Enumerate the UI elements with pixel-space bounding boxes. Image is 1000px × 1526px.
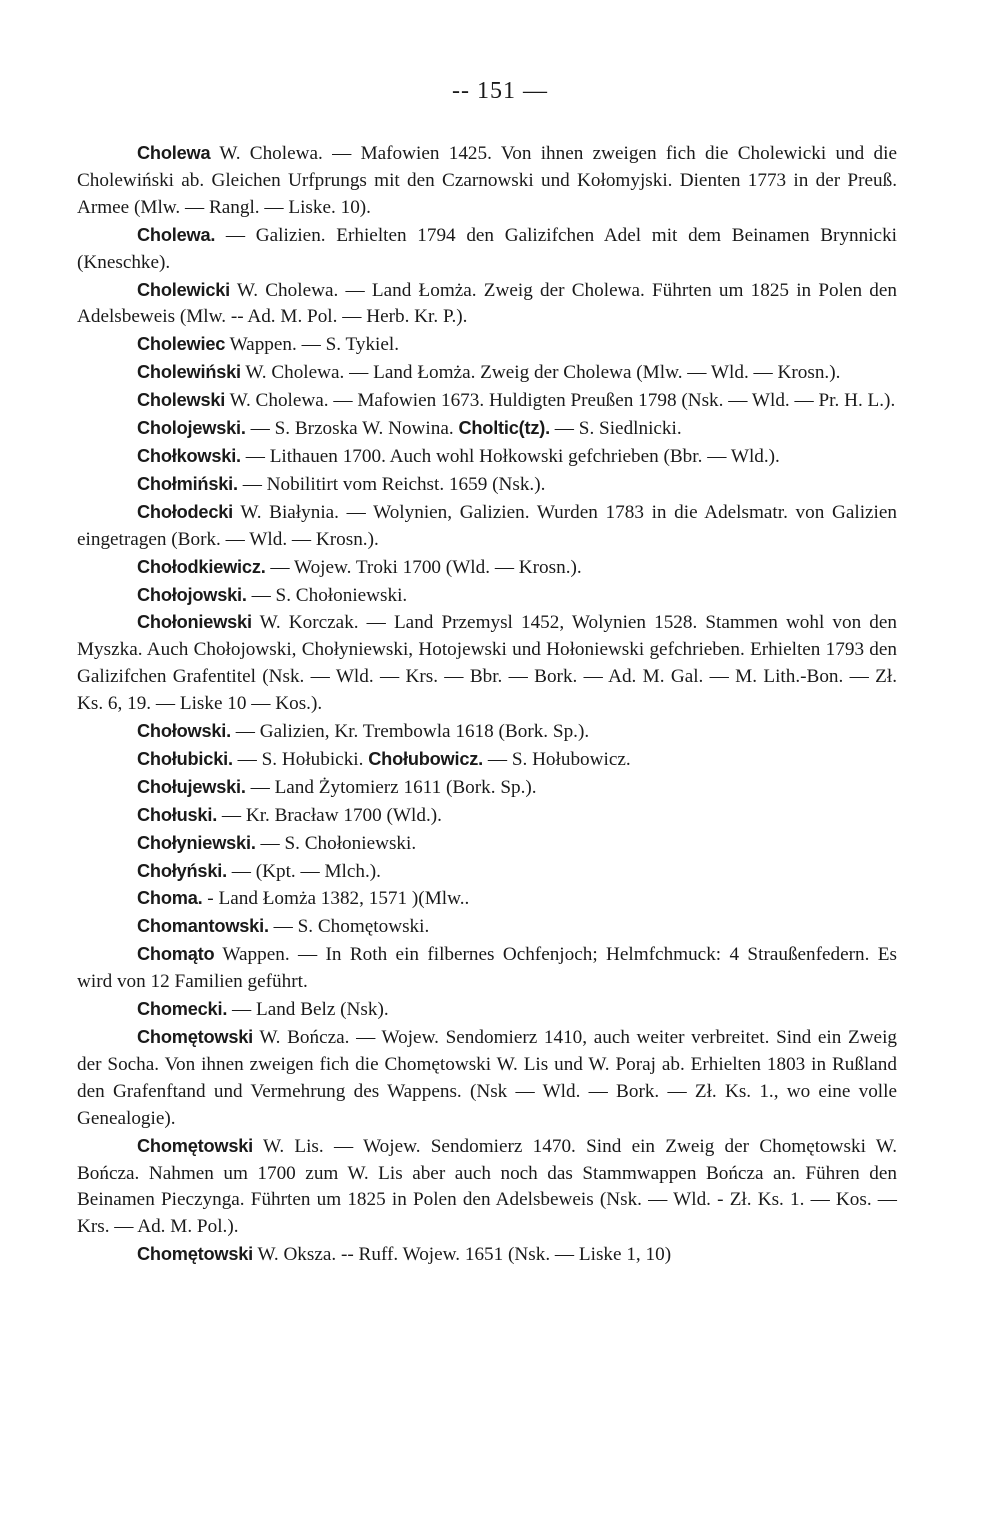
entry [77, 1133, 897, 1242]
entry-text: W. Białynia. — Wolynien, Galizien. Wurden 1783 in die Adelsmatr. von Galizien eingetragen (Bork. — Wld. — Krosn.). [77, 501, 897, 550]
entry-headword: Chomąto [137, 944, 215, 965]
entry-headword: Chomętowski [137, 1135, 254, 1156]
entry-headword: Choma. [137, 888, 203, 909]
entry [77, 140, 897, 222]
entry-text: — S. Brzoska W. Nowina. [245, 418, 459, 440]
entry-text: W. Oksza. -- Ruff. Wojew. 1651 (Nsk. — Liske 1, 10) [253, 1244, 672, 1266]
entry-text: — Galizien, Kr. Trembowla 1618 (Bork. Sp.). [231, 721, 590, 743]
entry-headword: Cholewiec [137, 334, 226, 355]
entry-text: — S. Chomętowski. [268, 916, 430, 938]
entry [77, 996, 897, 1024]
entry [77, 222, 897, 277]
entry-headword: Chołkowski. [137, 445, 241, 466]
entry-text: — Galizien. Erhielten 1794 den Galizifchen Adel mit dem Beinamen Brynnicki (Kneschke). [77, 224, 897, 273]
entry-text: — Lithauen 1700. Auch wohl Hołkowski gefchrieben (Bbr. — Wld.). [240, 445, 780, 467]
entry-headword: Chołyński. [137, 860, 227, 881]
entry-text: W. Cholewa. — Land Łomża. Zweig der Cholewa. Führten um 1825 in Polen den Adelsbeweis (Mlw. -- Ad. M. Pol. — Herb. Kr. P.). [77, 279, 897, 328]
entry [77, 359, 897, 387]
entry [77, 387, 897, 415]
entry-text: Wappen. — In Roth ein filbernes Ochfenjoch; Helmfchmuck: 4 Straußenfedern. Es wird von 12 Familien geführt. [77, 944, 897, 993]
entry-headword: Chołuski. [137, 804, 218, 825]
entry-headword: Chomantowski. [137, 916, 269, 937]
entry [77, 443, 897, 471]
entry-headword: Chomecki. [137, 999, 228, 1020]
entry [77, 331, 897, 359]
entry-text: W. Korczak. — Land Przemysl 1452, Wolynien 1528. Stammen wohl von den Myszka. Auch Chołojowski, Chołyniewski, Hotojewski und Hołoniewski gefchrieben. Erhielten 1793 den Galizifchen Grafentitel (Nsk. — Wld. — Krs. — Bbr. — Bork. — Ad. M. Gal. — M. Lith.-Bon. — Zł. Ks. 6, 19. — Liske 10 — Kos.). [77, 612, 897, 715]
entry-text: — (Kpt. — Mlch.). [226, 860, 381, 882]
entry-headword: Chołodecki [137, 501, 234, 522]
entry-headword: Chołubicki. [137, 748, 233, 769]
entry-headword: Chołoniewski [137, 612, 252, 633]
entry-text-secondary: — S. Siedlnicki. [550, 418, 682, 440]
entry-text: W. Bończa. — Wojew. Sendomierz 1410, auch weiter verbreitet. Sind ein Zweig der Socha. Von ihnen zweigen fich die Chomętowski W. Lis und W. Poraj ab. Erhielten 1803 in Rußland den Grafenftand und Vermehrung des Wappens. (Nsk — Wld. — Bork. — Zł. Ks. 1., wo eine volle Genealogie). [77, 1027, 897, 1129]
entry-text: — Land Belz (Nsk). [227, 999, 389, 1021]
entry-text: - Land Łomża 1382, 1571 )(Mlw.. [202, 888, 470, 910]
entry [77, 554, 897, 582]
entry [77, 913, 897, 941]
entry [77, 858, 897, 886]
entry-headword-secondary: Chołubowicz. [368, 748, 484, 769]
dictionary-entries [77, 140, 897, 1269]
entry-headword: Chołyniewski. [137, 832, 256, 853]
entry [77, 718, 897, 746]
entry-headword: Chomętowski [137, 1244, 254, 1265]
entry-text: W. Cholewa. — Land Łomża. Zweig der Cholewa (Mlw. — Wld. — Krosn.). [240, 362, 841, 384]
entry-text: W. Cholewa. — Mafowien 1673. Huldigten Preußen 1798 (Nsk. — Wld. — Pr. H. L.). [225, 390, 896, 412]
entry [77, 802, 897, 830]
entry [77, 941, 897, 996]
entry [77, 415, 897, 443]
entry-headword: Chołodkiewicz. [137, 556, 266, 577]
entry-text: W. Cholewa. — Mafowien 1425. Von ihnen zweigen fich die Cholewicki und die Cholewiński ab. Gleichen Urfprungs mit den Czarnowski und Kołomyjski. Dienten 1773 in der Preuß. Armee (Mlw. — Rangl. — Liske. 10). [77, 143, 897, 218]
entry-text: — S. Chołoniewski. [255, 832, 417, 854]
entry [77, 830, 897, 858]
entry [77, 1024, 897, 1133]
entry [77, 609, 897, 718]
entry-text: Wappen. — S. Tykiel. [225, 334, 400, 356]
entry-text: — S. Hołubicki. [232, 748, 369, 770]
entry-text: — S. Chołoniewski. [246, 584, 408, 606]
entry-headword: Cholewski [137, 390, 226, 411]
entry [77, 746, 897, 774]
entry-headword: Chołujewski. [137, 776, 246, 797]
entry-headword: Cholewa. [137, 224, 216, 245]
entry-headword: Cholewicki [137, 279, 231, 300]
entry [77, 582, 897, 610]
entry-text: — Kr. Bracław 1700 (Wld.). [217, 804, 442, 826]
entry-headword: Chomętowski [137, 1027, 254, 1047]
entry [77, 774, 897, 802]
entry [77, 499, 897, 554]
entry-headword: Cholewa [137, 143, 211, 163]
page-number: -- 151 — [452, 78, 548, 104]
entry-text: W. Lis. — Wojew. Sendomierz 1470. Sind ein Zweig der Chomętowski W. Bończa. Nahmen um 1700 zum W. Lis aber auch noch das Stammwappen Bończa an. Führen den Beinamen Pieczynga. Führten um 1825 in Polen den Adelsbeweis (Nsk. — Wld. - Zł. Ks. 1. — Kos. — Krs. — Ad. M. Pol.). [77, 1135, 897, 1238]
entry [77, 1241, 897, 1269]
entry-headword: Chołmiński. [137, 473, 238, 494]
entry [77, 471, 897, 499]
entry-headword: Cholojewski. [137, 418, 246, 439]
entry-headword: Cholewiński [137, 362, 241, 383]
entry [77, 885, 897, 913]
entry [77, 277, 897, 332]
entry-text: — Nobilitirt vom Reichst. 1659 (Nsk.). [237, 473, 546, 495]
entry-headword: Chołowski. [137, 721, 231, 742]
entry-text: — Wojew. Troki 1700 (Wld. — Krosn.). [265, 556, 582, 578]
entry-headword-secondary: Choltic(tz). [458, 418, 550, 439]
entry-headword: Chołojowski. [137, 584, 247, 605]
entry-text: — Land Żytomierz 1611 (Bork. Sp.). [245, 776, 537, 798]
entry-text-secondary: — S. Hołubowicz. [483, 748, 631, 770]
